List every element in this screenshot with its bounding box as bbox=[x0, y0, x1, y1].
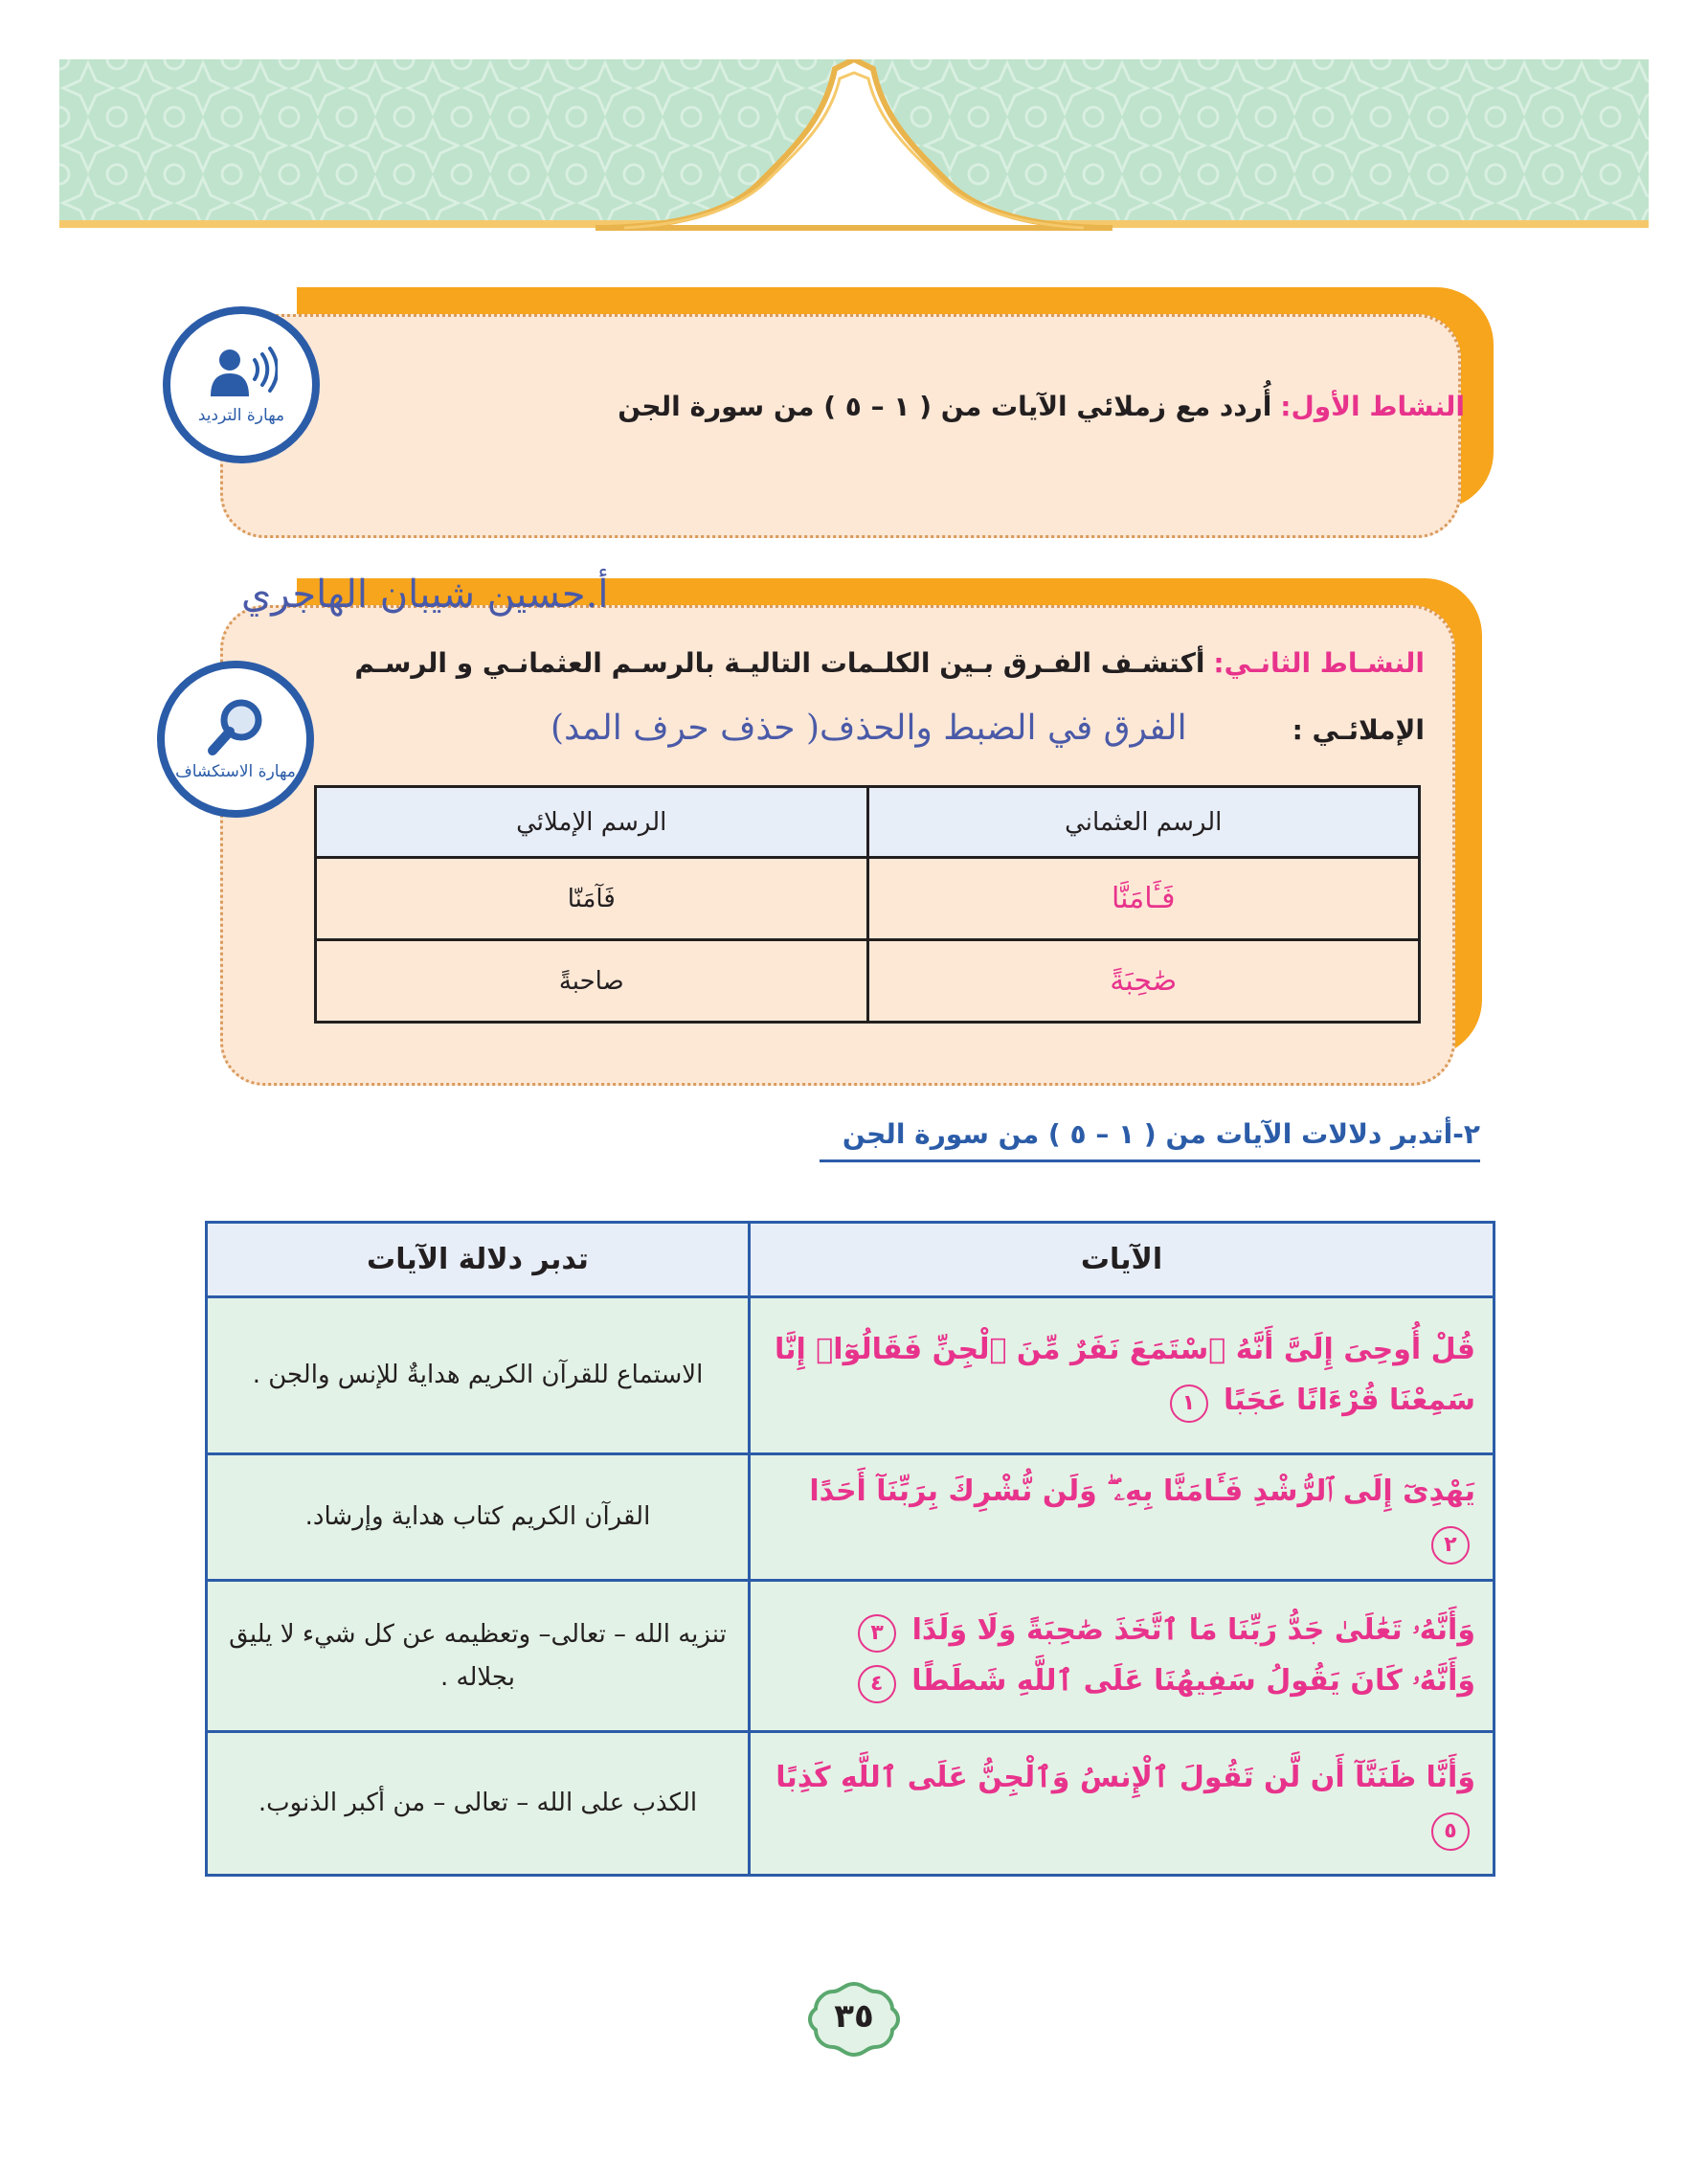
verse-cell bbox=[750, 1732, 1494, 1876]
uthmani-word: فَـَٔامَنَّا bbox=[867, 858, 1420, 940]
header-uthmani: الرسم العثماني bbox=[867, 787, 1420, 858]
verse-text: وَأَنَّهُۥ تَعَٰلَىٰ جَدُّ رَبِّنَا مَا ٱتَّخَذَ صَٰحِبَةً وَلَا وَلَدًا bbox=[911, 1613, 1475, 1647]
verses-header-row bbox=[207, 1223, 1494, 1297]
activity-one-title: النشاط الأول: bbox=[1280, 391, 1465, 422]
imlai-word: فَآمَنّا bbox=[316, 858, 868, 940]
activity-two-text-line2: الإملائـي : bbox=[1292, 714, 1425, 746]
verse-text: قُلْ أُوحِىَ إِلَىَّ أَنَّهُ ٱسْتَمَعَ نَفَرٌ مِّنَ ٱلْجِنِّ فَقَالُوٓا۟ إِنَّا سَمِعْنَا قُرْءَانًا عَجَبًا bbox=[775, 1333, 1475, 1417]
table-row bbox=[207, 1454, 1494, 1581]
verse-number: ٥ bbox=[1431, 1812, 1470, 1851]
verse-number: ٤ bbox=[858, 1665, 896, 1703]
handwritten-note: الفرق في الضبط والحذف( حذف حرف المد) bbox=[551, 709, 1187, 748]
activity-two-title: النشـاط الثانـي: bbox=[1213, 647, 1425, 679]
table-row bbox=[316, 858, 1420, 940]
imlai-word: صاحبةً bbox=[316, 940, 868, 1023]
page-number: ٣٥ bbox=[834, 1997, 874, 2036]
verse-line bbox=[768, 1606, 1475, 1656]
spelling-comparison-table bbox=[314, 785, 1421, 1024]
header-reflection: تدبر دلالة الآيات bbox=[207, 1223, 750, 1297]
verse-number: ١ bbox=[1170, 1384, 1208, 1423]
activity-one-line bbox=[618, 391, 1465, 422]
repetition-skill-badge bbox=[163, 306, 320, 463]
reflection-cell: تنزيه الله – تعالى– وتعظيمه عن كل شيء لا يليق بجلاله . bbox=[207, 1581, 750, 1732]
verse-text: وَأَنَّهُۥ كَانَ يَقُولُ سَفِيهُنَا عَلَى ٱللَّهِ شَطَطًا bbox=[911, 1663, 1475, 1698]
table-row bbox=[316, 940, 1420, 1023]
verse-cell bbox=[750, 1581, 1494, 1732]
verse-cell bbox=[750, 1297, 1494, 1454]
activity-one-box bbox=[220, 287, 1494, 538]
activity-two-text-line1: أكتشـف الفـرق بـين الكلـمات التاليـة بالرسـم العثمانـي و الرسـم bbox=[354, 647, 1205, 679]
activity-two-line1 bbox=[354, 647, 1425, 679]
table-row bbox=[207, 1732, 1494, 1876]
magnifier-icon bbox=[205, 697, 266, 758]
activity-one-panel bbox=[220, 314, 1461, 538]
table-row bbox=[207, 1581, 1494, 1732]
page-number-badge bbox=[806, 1980, 902, 2059]
verse-text: يَهْدِىٓ إِلَى ٱلرُّشْدِ فَـَٔامَنَّا بِهِۦ ۖ وَلَن نُّشْرِكَ بِرَبِّنَآ أَحَدًا bbox=[809, 1474, 1475, 1508]
verses-reflection-table bbox=[205, 1221, 1495, 1877]
section-heading: ٢-أتدبر دلالات الآيات من ( ١ – ٥ ) من سورة الجن bbox=[820, 1118, 1480, 1162]
reflection-cell: القرآن الكريم كتاب هداية وإرشاد. bbox=[207, 1454, 750, 1581]
verse-line bbox=[768, 1656, 1475, 1707]
verse-number: ٣ bbox=[858, 1614, 896, 1653]
verse-text: وَأَنَّا ظَنَنَّآ أَن لَّن تَقُولَ ٱلْإِنسُ وَٱلْجِنُّ عَلَى ٱللَّهِ كَذِبًا bbox=[775, 1761, 1475, 1794]
table-row bbox=[207, 1297, 1494, 1454]
verse-cell bbox=[750, 1454, 1494, 1581]
exploration-skill-badge bbox=[157, 661, 314, 818]
repetition-skill-label: مهارة الترديد bbox=[197, 406, 285, 425]
uthmani-word: صَٰحِبَةً bbox=[867, 940, 1420, 1023]
speaker-person-icon bbox=[205, 345, 278, 402]
header-banner bbox=[59, 59, 1649, 232]
activity-two-line2 bbox=[551, 709, 1425, 748]
comparison-header-row bbox=[316, 787, 1420, 858]
exploration-skill-label: مهارة الاستكشاف bbox=[175, 762, 296, 781]
header-imlai: الرسم الإملائي bbox=[316, 787, 868, 858]
header-verses: الآيات bbox=[750, 1223, 1494, 1297]
watermark-text: أ.حسين شيبان الهاجري bbox=[241, 573, 609, 617]
reflection-cell: الاستماع للقرآن الكريم هدايةٌ للإنس والجن . bbox=[207, 1297, 750, 1454]
verse-number: ٢ bbox=[1431, 1526, 1470, 1564]
reflection-cell: الكذب على الله – تعالى – من أكبر الذنوب. bbox=[207, 1732, 750, 1876]
activity-one-text: أُردد مع زملائي الآيات من ( ١ – ٥ ) من سورة الجن bbox=[618, 391, 1272, 422]
